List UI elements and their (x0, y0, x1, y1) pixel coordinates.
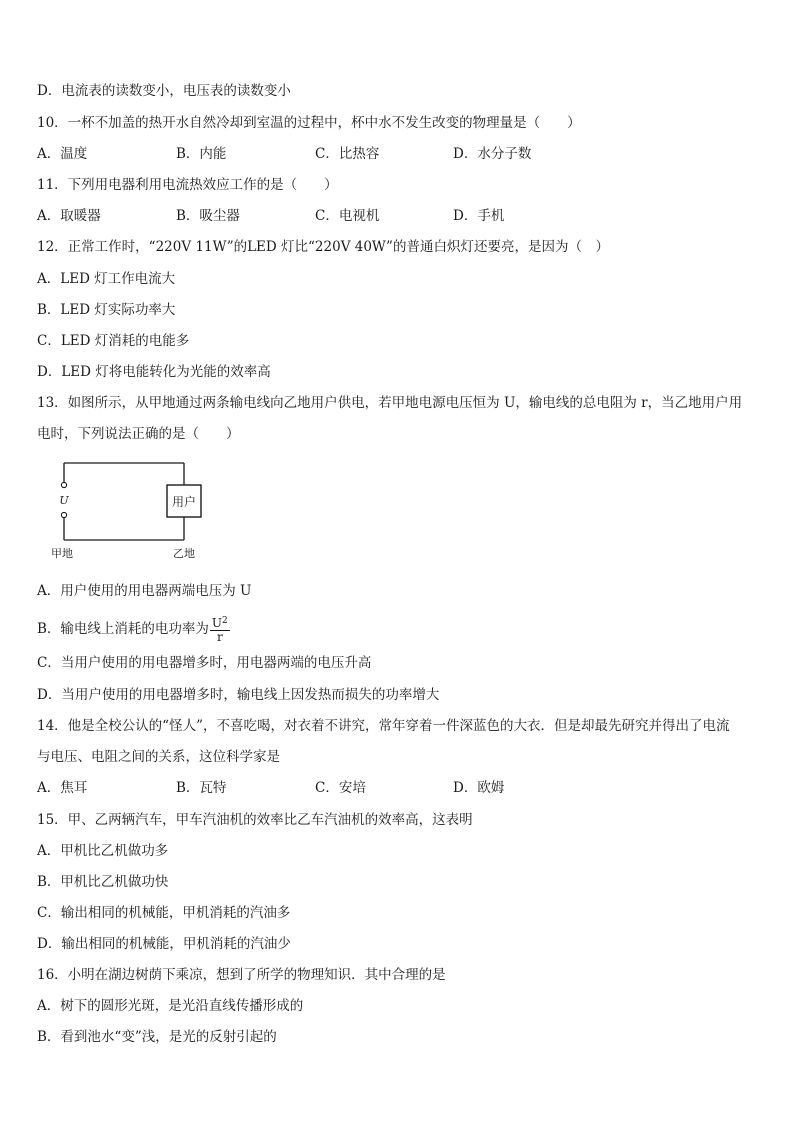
q13-option-a: A．用户使用的用电器两端电压为 U (37, 583, 252, 599)
q12-option-a: A．LED 灯工作电流大 (37, 271, 176, 287)
q14-options (37, 779, 597, 797)
q13-option-c: C．当用户使用的用电器增多时，用电器两端的电压升高 (37, 655, 372, 671)
q14-stem-line2: 与电压、电阻之间的关系，这位科学家是 (37, 749, 280, 765)
q14-stem-line1: 14．他是全校公认的“怪人”，不喜吃喝，对衣着不讲究，常年穿着一件深蓝色的大衣．但是却最先研究并得出了电流 (37, 718, 730, 734)
fraction-numerator: U (211, 616, 223, 630)
q10-option-d: D．水分子数 (453, 146, 532, 162)
q9-option-d: D．电流表的读数变小，电压表的读数变小 (37, 83, 291, 99)
q13-circuit-diagram (44, 455, 214, 565)
q11-option-d: D．手机 (453, 208, 505, 224)
q12-option-b: B．LED 灯实际功率大 (37, 302, 176, 318)
q11-stem: 11．下列用电器利用电流热效应工作的是（ ） (37, 177, 338, 193)
terminal-bottom-icon (61, 512, 66, 517)
q13-option-b (37, 614, 230, 644)
q14-option-b: B．瓦特 (176, 780, 227, 796)
q11-option-b: B．吸尘器 (176, 208, 240, 224)
q10-option-b: B．内能 (176, 146, 227, 162)
q16-option-b: B．看到池水“变”浅，是光的反射引起的 (37, 1029, 277, 1045)
q13-option-b-text: B．输电线上消耗的电功率为 (37, 621, 209, 637)
q15-option-d: D．输出相同的机械能，甲机消耗的汽油少 (37, 936, 291, 952)
q16-option-a: A．树下的圆形光斑，是光沿直线传播形成的 (37, 998, 304, 1014)
q10-option-c: C．比热容 (315, 146, 380, 162)
q14-option-c: C．安培 (315, 780, 366, 796)
q10-options (37, 145, 597, 163)
q11-option-a: A．取暖器 (37, 208, 101, 224)
q11-options (37, 207, 597, 225)
terminal-top-icon (61, 482, 66, 487)
q15-option-a: A．甲机比乙机做功多 (37, 843, 169, 859)
q13-stem-line2: 电时，下列说法正确的是（ ） (37, 426, 240, 442)
q10-stem: 10．一杯不加盖的热开水自然冷却到室温的过程中，杯中水不发生改变的物理量是（ ） (37, 115, 581, 131)
left-location-label: 甲地 (51, 547, 73, 560)
q13-option-b-fraction (210, 615, 230, 644)
q15-stem: 15．甲、乙两辆汽车，甲车汽油机的效率比乙车汽油机的效率高，这表明 (37, 812, 473, 828)
q14-option-a: A．焦耳 (37, 780, 88, 796)
q15-option-b: B．甲机比乙机做功快 (37, 874, 169, 890)
user-box-label: 用户 (171, 495, 197, 509)
q13-option-d: D．当用户使用的用电器增多时，输电线上因发热而损失的功率增大 (37, 687, 440, 703)
q10-option-a: A．温度 (37, 146, 88, 162)
q12-stem: 12．正常工作时，“220V 11W”的LED 灯比“220V 40W”的普通白炽灯还要亮，是因为（ ） (37, 239, 609, 255)
fraction-denominator: r (216, 630, 223, 644)
fraction-exponent: 2 (222, 616, 228, 626)
q13-stem-line1: 13．如图所示，从甲地通过两条输电线向乙地用户供电，若甲地电源电压恒为 U，输电线的总电阻为 r，当乙地用户用 (37, 395, 743, 411)
q11-option-c: C．电视机 (315, 208, 380, 224)
right-location-label: 乙地 (173, 547, 195, 560)
q15-option-c: C．输出相同的机械能，甲机消耗的汽油多 (37, 905, 291, 921)
q12-option-d: D．LED 灯将电能转化为光能的效率高 (37, 364, 271, 380)
q12-option-c: C．LED 灯消耗的电能多 (37, 333, 190, 349)
q14-option-d: D．欧姆 (453, 780, 505, 796)
q16-stem: 16．小明在湖边树荫下乘凉，想到了所学的物理知识．其中合理的是 (37, 967, 446, 983)
source-voltage-label: U (59, 494, 69, 507)
